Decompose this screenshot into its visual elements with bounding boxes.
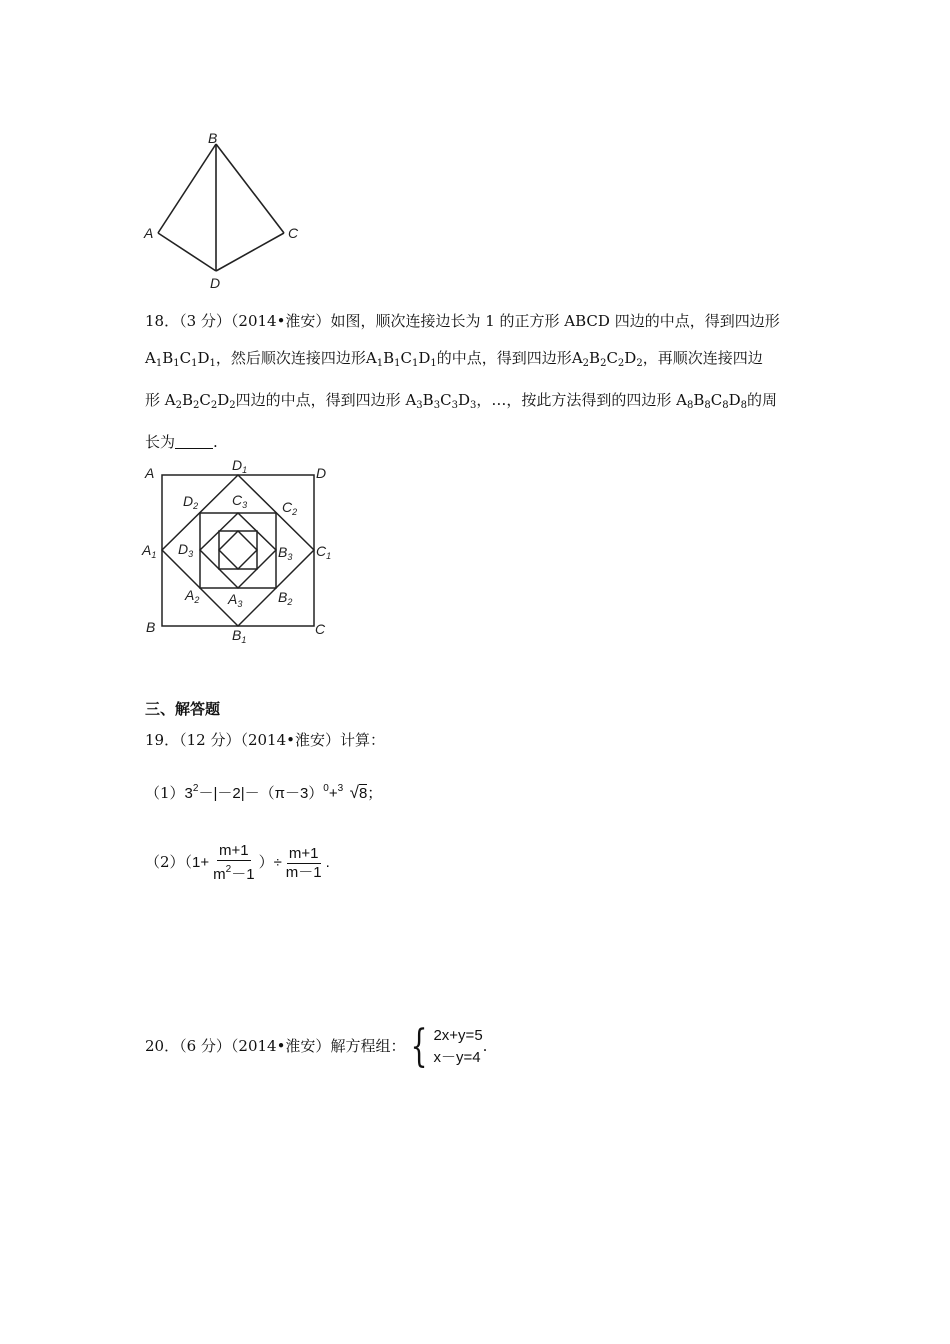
equation-2: x－y=4 bbox=[433, 1049, 481, 1066]
question-text: 的周 bbox=[747, 391, 778, 409]
question-text: ，再顺次连接四边 bbox=[642, 349, 763, 367]
label-c1: $C_1$ bbox=[316, 543, 332, 561]
square-a3b3c3d3 bbox=[200, 513, 276, 588]
label-c2: $C_2$ bbox=[282, 499, 298, 517]
label-a: A bbox=[144, 225, 154, 241]
equation-system bbox=[433, 1025, 482, 1069]
question-source: （2014•淮安） bbox=[230, 312, 331, 330]
segment-da bbox=[158, 233, 216, 271]
question-score: （12 分） bbox=[179, 731, 241, 749]
answer-blank bbox=[175, 434, 213, 449]
label-b: B bbox=[208, 130, 218, 146]
question-18-line-1 bbox=[145, 303, 815, 340]
label-c3: $C_3$ bbox=[232, 492, 248, 510]
label-b3: $B_3$ bbox=[278, 544, 293, 562]
question-19-part-2 bbox=[145, 840, 330, 885]
question-text: 四边的中点，得到四边形 bbox=[235, 391, 401, 409]
label-b2: $B_2$ bbox=[278, 589, 293, 607]
equation-1: 2x+y=5 bbox=[433, 1027, 483, 1044]
question-18 bbox=[145, 303, 815, 461]
fraction: $\frac{m+1}{m^2-1}$ bbox=[213, 842, 255, 884]
label-a1: $A_1$ bbox=[142, 542, 157, 560]
question-prompt: 解方程组： bbox=[330, 1037, 406, 1055]
question-text: 的中点，得到四边形 bbox=[436, 349, 572, 367]
part-label: （1） bbox=[145, 784, 185, 802]
question-text: ，…，按此方法得到的四边形 bbox=[476, 391, 672, 409]
label-d3: $D_3$ bbox=[178, 541, 194, 559]
square-a5b5c5d5 bbox=[219, 531, 257, 569]
segment-bc bbox=[216, 144, 284, 233]
question-19-part-1 bbox=[145, 770, 382, 812]
cube-root: 3 √8 bbox=[337, 783, 368, 802]
question-19 bbox=[145, 722, 385, 759]
figure-kite-abcd bbox=[138, 126, 313, 294]
question-score: （6 分） bbox=[179, 1037, 231, 1055]
label-a: A bbox=[145, 465, 155, 481]
label-b: B bbox=[146, 619, 156, 635]
question-text: . bbox=[213, 433, 218, 451]
segment-cd bbox=[216, 233, 284, 271]
question-number: 19． bbox=[145, 731, 180, 749]
question-18-line-3: 形 $A_2B_2C_2D_2$四边的中点，得到四边形 $A_3B_3C_3D_3$，…，按此方法得到的四边形 $A_8B_8C_8D_8$的周 bbox=[145, 391, 778, 411]
math-expression: $3^2-|-2|-(\pi-3)^0+$ 3 √8； bbox=[185, 785, 383, 802]
label-c: C bbox=[315, 621, 326, 637]
segment-ab bbox=[158, 144, 216, 233]
fraction: $\frac{m+1}{m-1}$ bbox=[285, 844, 322, 881]
question-source: （2014•淮安） bbox=[240, 731, 340, 749]
label-b1: $B_1$ bbox=[232, 627, 247, 645]
label-d: D bbox=[210, 275, 221, 291]
question-text: 长为 bbox=[145, 433, 176, 451]
question-18-line-2: $A_1B_1C_1D_1$，然后顺次连接四边形$A_1B_1C_1D_1$的中点，得到四边形$A_2B_2C_2D_2$，再顺次连接四边 bbox=[145, 349, 763, 369]
question-number: 20． bbox=[145, 1037, 180, 1055]
question-prompt: 计算： bbox=[339, 731, 385, 749]
label-c: C bbox=[288, 225, 299, 241]
question-text: 如图，顺次连接边长为 1 的正方形 ABCD 四边的中点，得到四边形 bbox=[330, 312, 780, 330]
question-text: ，然后顺次连接四边形 bbox=[215, 349, 366, 367]
label-d: D bbox=[316, 465, 327, 481]
question-score: （3 分） bbox=[179, 312, 231, 330]
section-heading: 三、解答题 bbox=[145, 700, 221, 718]
label-d1: $D_1$ bbox=[232, 457, 248, 475]
square-a2b2c2d2 bbox=[200, 513, 276, 588]
question-number: 18． bbox=[145, 312, 180, 330]
question-20: 20．（6 分）（2014•淮安）解方程组： { 2x+y=5 x－y=4 . bbox=[145, 1021, 488, 1072]
square-a4b4c4d4 bbox=[219, 531, 257, 569]
system-brace: { bbox=[411, 1021, 428, 1072]
figure-nested-squares bbox=[140, 455, 340, 650]
label-a2: $A_2$ bbox=[185, 587, 200, 605]
label-d2: $D_2$ bbox=[183, 493, 199, 511]
question-source: （2014•淮安） bbox=[230, 1037, 331, 1055]
question-text: 形 bbox=[145, 391, 161, 409]
math-expression: （1+ $\frac{m+1}{m^2-1}$ ）÷ $\frac{m+1}{m-1}$ . bbox=[184, 842, 330, 884]
part-label: （2） bbox=[145, 853, 185, 871]
label-a3: $A_3$ bbox=[228, 591, 243, 609]
